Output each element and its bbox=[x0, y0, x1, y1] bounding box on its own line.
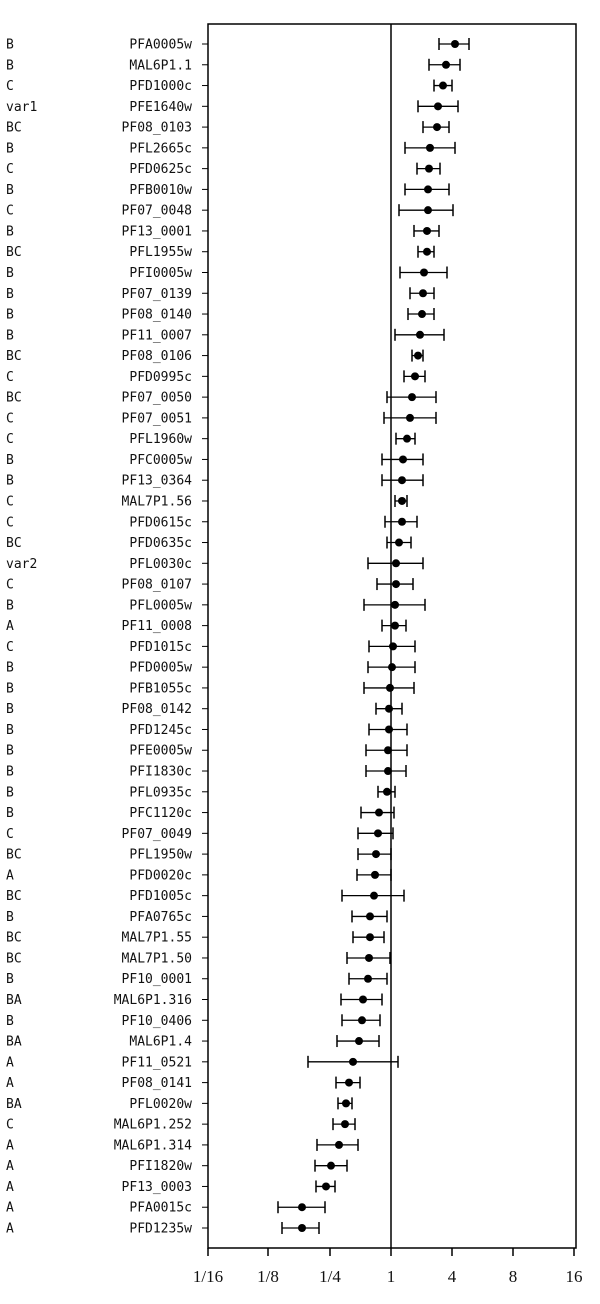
data-row bbox=[6, 411, 436, 426]
gene-label: PFD0005w bbox=[129, 660, 192, 676]
data-row bbox=[6, 287, 434, 302]
gene-label: PF07_0139 bbox=[121, 286, 192, 302]
gene-label: PF08_0140 bbox=[121, 307, 192, 323]
gene-label: PFE1640w bbox=[129, 99, 192, 115]
gene-label: PF11_0008 bbox=[121, 619, 192, 635]
data-row bbox=[6, 1180, 335, 1195]
x-tick-label: 1/8 bbox=[257, 1267, 279, 1286]
data-row bbox=[6, 765, 406, 780]
point-estimate bbox=[366, 933, 374, 941]
group-label: B bbox=[6, 764, 14, 780]
point-estimate bbox=[406, 414, 414, 422]
group-label: C bbox=[6, 494, 14, 510]
group-label: var2 bbox=[6, 556, 38, 572]
point-estimate bbox=[423, 227, 431, 235]
group-label: C bbox=[6, 79, 14, 95]
data-row bbox=[6, 640, 415, 655]
group-label: C bbox=[6, 411, 14, 427]
plot-frame bbox=[208, 24, 576, 1248]
data-row bbox=[6, 515, 417, 530]
point-estimate bbox=[384, 746, 392, 754]
point-estimate bbox=[383, 788, 391, 796]
data-row bbox=[6, 328, 444, 343]
gene-label: PFD1005c bbox=[129, 889, 192, 905]
gene-label: PF08_0141 bbox=[121, 1076, 192, 1092]
group-label: A bbox=[6, 1159, 14, 1175]
gene-label: PF13_0001 bbox=[121, 224, 192, 240]
data-row bbox=[6, 931, 384, 946]
group-label: BC bbox=[6, 847, 22, 863]
gene-label: PFD1235w bbox=[129, 1221, 192, 1237]
gene-label: PF13_0003 bbox=[121, 1179, 192, 1195]
gene-label: PFA0005w bbox=[129, 37, 192, 53]
group-label: A bbox=[6, 1055, 14, 1071]
point-estimate bbox=[370, 892, 378, 900]
data-row bbox=[6, 58, 460, 73]
group-label: C bbox=[6, 1117, 14, 1133]
point-estimate bbox=[374, 829, 382, 837]
point-estimate bbox=[358, 1016, 366, 1024]
gene-label: PFL0020w bbox=[129, 1096, 192, 1112]
point-estimate bbox=[426, 144, 434, 152]
data-row bbox=[6, 1076, 360, 1091]
point-estimate bbox=[298, 1203, 306, 1211]
x-tick-label: 1/16 bbox=[192, 1267, 224, 1286]
point-estimate bbox=[388, 663, 396, 671]
gene-label: PFA0015c bbox=[129, 1200, 192, 1216]
gene-label: PF08_0103 bbox=[121, 120, 192, 136]
gene-label: PFD0615c bbox=[129, 515, 192, 531]
data-row bbox=[6, 38, 469, 53]
gene-label: MAL6P1.252 bbox=[113, 1117, 192, 1133]
data-row bbox=[6, 910, 387, 925]
point-estimate bbox=[372, 850, 380, 858]
gene-label: PFD0625c bbox=[129, 162, 192, 178]
gene-label: PF08_0106 bbox=[121, 349, 192, 365]
group-label: B bbox=[6, 702, 14, 718]
group-label: C bbox=[6, 826, 14, 842]
point-estimate bbox=[371, 871, 379, 879]
gene-label: PFE0005w bbox=[129, 743, 192, 759]
point-estimate bbox=[403, 435, 411, 443]
gene-label: PFB0010w bbox=[129, 182, 192, 198]
group-label: BA bbox=[6, 1096, 22, 1112]
group-label: A bbox=[6, 1221, 14, 1237]
gene-label: PFI1820w bbox=[129, 1159, 192, 1175]
group-label: B bbox=[6, 286, 14, 302]
gene-label: MAL7P1.55 bbox=[121, 930, 192, 946]
gene-label: PFD0635c bbox=[129, 536, 192, 552]
data-row bbox=[6, 848, 391, 863]
x-axis bbox=[193, 1248, 583, 1286]
group-label: A bbox=[6, 1138, 14, 1154]
data-row bbox=[6, 141, 455, 156]
data-row bbox=[6, 598, 425, 613]
group-label: C bbox=[6, 577, 14, 593]
gene-label: MAL6P1.1 bbox=[129, 58, 192, 74]
group-label: A bbox=[6, 619, 14, 635]
group-label: B bbox=[6, 598, 14, 614]
x-tick-label: 1 bbox=[386, 1267, 396, 1286]
group-label: BC bbox=[6, 951, 22, 967]
point-estimate bbox=[414, 352, 422, 360]
point-estimate bbox=[322, 1182, 330, 1190]
group-label: B bbox=[6, 909, 14, 925]
point-estimate bbox=[341, 1120, 349, 1128]
gene-label: PF07_0048 bbox=[121, 203, 192, 219]
data-row bbox=[6, 702, 402, 717]
gene-label: PFD1015c bbox=[129, 639, 192, 655]
point-estimate bbox=[359, 996, 367, 1004]
group-label: B bbox=[6, 224, 14, 240]
data-row bbox=[6, 993, 382, 1008]
data-row bbox=[6, 1201, 325, 1216]
gene-label: PF13_0364 bbox=[121, 473, 192, 489]
gene-label: PFL2665c bbox=[129, 141, 192, 157]
group-label: B bbox=[6, 722, 14, 738]
point-estimate bbox=[439, 82, 447, 90]
data-row bbox=[6, 744, 407, 759]
point-estimate bbox=[365, 954, 373, 962]
group-label: C bbox=[6, 639, 14, 655]
group-label: B bbox=[6, 785, 14, 801]
point-estimate bbox=[349, 1058, 357, 1066]
point-estimate bbox=[389, 642, 397, 650]
gene-label: PFL1950w bbox=[129, 847, 192, 863]
data-row bbox=[6, 1118, 355, 1133]
point-estimate bbox=[391, 622, 399, 630]
data-row bbox=[6, 972, 387, 987]
data-row bbox=[6, 432, 415, 447]
data-row bbox=[6, 806, 394, 821]
point-estimate bbox=[411, 372, 419, 380]
point-estimate bbox=[392, 580, 400, 588]
group-label: C bbox=[6, 369, 14, 385]
data-row bbox=[6, 224, 439, 239]
group-label: B bbox=[6, 37, 14, 53]
gene-label: PFL0935c bbox=[129, 785, 192, 801]
data-row bbox=[6, 827, 393, 842]
group-label: A bbox=[6, 1076, 14, 1092]
group-label: var1 bbox=[6, 99, 38, 115]
group-label: BA bbox=[6, 993, 22, 1009]
point-estimate bbox=[451, 40, 459, 48]
point-estimate bbox=[418, 310, 426, 318]
group-label: A bbox=[6, 868, 14, 884]
gene-label: PF07_0050 bbox=[121, 390, 192, 406]
point-estimate bbox=[384, 767, 392, 775]
point-estimate bbox=[434, 102, 442, 110]
data-row bbox=[6, 951, 390, 966]
gene-label: PFD1000c bbox=[129, 79, 192, 95]
group-label: B bbox=[6, 660, 14, 676]
group-label: C bbox=[6, 515, 14, 531]
data-row bbox=[6, 889, 404, 904]
point-estimate bbox=[399, 455, 407, 463]
data-row bbox=[6, 245, 434, 260]
data-row bbox=[6, 204, 453, 219]
point-estimate bbox=[425, 165, 433, 173]
gene-label: PF07_0051 bbox=[121, 411, 192, 427]
point-estimate bbox=[395, 539, 403, 547]
data-row bbox=[6, 183, 449, 198]
point-estimate bbox=[398, 518, 406, 526]
gene-label: PF07_0049 bbox=[121, 826, 192, 842]
group-label: BC bbox=[6, 889, 22, 905]
point-estimate bbox=[335, 1141, 343, 1149]
data-row bbox=[6, 557, 423, 572]
point-estimate bbox=[398, 497, 406, 505]
group-label: C bbox=[6, 432, 14, 448]
group-label: B bbox=[6, 473, 14, 489]
group-label: BC bbox=[6, 349, 22, 365]
group-label: A bbox=[6, 1200, 14, 1216]
data-row bbox=[6, 370, 425, 385]
data-row bbox=[6, 1222, 319, 1237]
data-row bbox=[6, 391, 436, 406]
point-estimate bbox=[391, 601, 399, 609]
group-label: B bbox=[6, 806, 14, 822]
gene-label: PFI1830c bbox=[129, 764, 192, 780]
gene-label: MAL7P1.56 bbox=[121, 494, 192, 510]
x-tick-label: 4 bbox=[447, 1267, 457, 1286]
gene-label: PFI0005w bbox=[129, 265, 192, 281]
data-row bbox=[6, 1035, 379, 1050]
point-estimate bbox=[386, 684, 394, 692]
gene-label: PF10_0406 bbox=[121, 1013, 192, 1029]
group-label: BA bbox=[6, 1034, 22, 1050]
data-row bbox=[6, 266, 447, 281]
group-label: C bbox=[6, 203, 14, 219]
point-estimate bbox=[385, 705, 393, 713]
group-label: BC bbox=[6, 930, 22, 946]
data-row bbox=[6, 1159, 347, 1174]
group-label: B bbox=[6, 265, 14, 281]
group-label: B bbox=[6, 743, 14, 759]
point-estimate bbox=[342, 1099, 350, 1107]
gene-label: PFD0995c bbox=[129, 369, 192, 385]
group-label: B bbox=[6, 328, 14, 344]
data-row bbox=[6, 453, 423, 468]
data-row bbox=[6, 785, 395, 800]
group-label: BC bbox=[6, 390, 22, 406]
data-row bbox=[6, 308, 434, 323]
gene-label: PFB1055c bbox=[129, 681, 192, 697]
group-label: B bbox=[6, 141, 14, 157]
data-row bbox=[6, 1014, 380, 1029]
point-estimate bbox=[442, 61, 450, 69]
gene-label: PFL1955w bbox=[129, 245, 192, 261]
gene-label: PF08_0142 bbox=[121, 702, 192, 718]
point-estimate bbox=[424, 185, 432, 193]
data-row bbox=[6, 723, 407, 738]
x-tick-label: 8 bbox=[508, 1267, 518, 1286]
x-tick-label: 1/4 bbox=[319, 1267, 341, 1286]
group-label: B bbox=[6, 972, 14, 988]
group-label: C bbox=[6, 162, 14, 178]
data-row bbox=[6, 162, 440, 177]
point-estimate bbox=[424, 206, 432, 214]
gene-label: PFL1960w bbox=[129, 432, 192, 448]
point-estimate bbox=[366, 912, 374, 920]
group-label: B bbox=[6, 58, 14, 74]
group-label: A bbox=[6, 1179, 14, 1195]
plot-border bbox=[208, 24, 576, 1248]
point-estimate bbox=[298, 1224, 306, 1232]
gene-label: PF11_0007 bbox=[121, 328, 192, 344]
data-row bbox=[6, 494, 407, 509]
x-tick-label: 16 bbox=[565, 1267, 583, 1286]
gene-label: MAL7P1.50 bbox=[121, 951, 192, 967]
point-estimate bbox=[420, 268, 428, 276]
gene-label: PFL0005w bbox=[129, 598, 192, 614]
gene-label: MAL6P1.314 bbox=[113, 1138, 192, 1154]
gene-label: PF10_0001 bbox=[121, 972, 192, 988]
point-estimate bbox=[419, 289, 427, 297]
point-estimate bbox=[392, 559, 400, 567]
point-estimate bbox=[364, 975, 372, 983]
group-label: BC bbox=[6, 120, 22, 136]
gene-label: PFL0030c bbox=[129, 556, 192, 572]
data-row bbox=[6, 1055, 398, 1070]
point-estimate bbox=[408, 393, 416, 401]
data-row bbox=[6, 681, 414, 696]
gene-label: PFD0020c bbox=[129, 868, 192, 884]
point-estimate bbox=[423, 248, 431, 256]
point-estimate bbox=[355, 1037, 363, 1045]
group-label: B bbox=[6, 452, 14, 468]
data-row bbox=[6, 349, 423, 364]
point-estimate bbox=[345, 1079, 353, 1087]
gene-label: MAL6P1.4 bbox=[129, 1034, 192, 1050]
data-row bbox=[6, 578, 413, 593]
gene-label: PFA0765c bbox=[129, 909, 192, 925]
point-estimate bbox=[398, 476, 406, 484]
group-label: BC bbox=[6, 536, 22, 552]
plot-rows bbox=[6, 38, 469, 1237]
data-row bbox=[6, 661, 415, 676]
gene-label: PFC0005w bbox=[129, 452, 192, 468]
gene-label: PFC1120c bbox=[129, 806, 192, 822]
point-estimate bbox=[416, 331, 424, 339]
group-label: B bbox=[6, 182, 14, 198]
gene-label: PF08_0107 bbox=[121, 577, 192, 593]
data-row bbox=[6, 100, 458, 115]
data-row bbox=[6, 868, 391, 883]
group-label: B bbox=[6, 307, 14, 323]
data-row bbox=[6, 1138, 358, 1153]
gene-label: MAL6P1.316 bbox=[113, 993, 192, 1009]
data-row bbox=[6, 1097, 352, 1112]
point-estimate bbox=[433, 123, 441, 131]
data-row bbox=[6, 79, 452, 94]
gene-label: PFD1245c bbox=[129, 722, 192, 738]
group-label: BC bbox=[6, 245, 22, 261]
point-estimate bbox=[385, 725, 393, 733]
data-row bbox=[6, 121, 449, 136]
point-estimate bbox=[375, 809, 383, 817]
data-row bbox=[6, 619, 406, 634]
data-row bbox=[6, 474, 423, 489]
gene-label: PF11_0521 bbox=[121, 1055, 192, 1071]
group-label: B bbox=[6, 1013, 14, 1029]
point-estimate bbox=[327, 1162, 335, 1170]
group-label: B bbox=[6, 681, 14, 697]
